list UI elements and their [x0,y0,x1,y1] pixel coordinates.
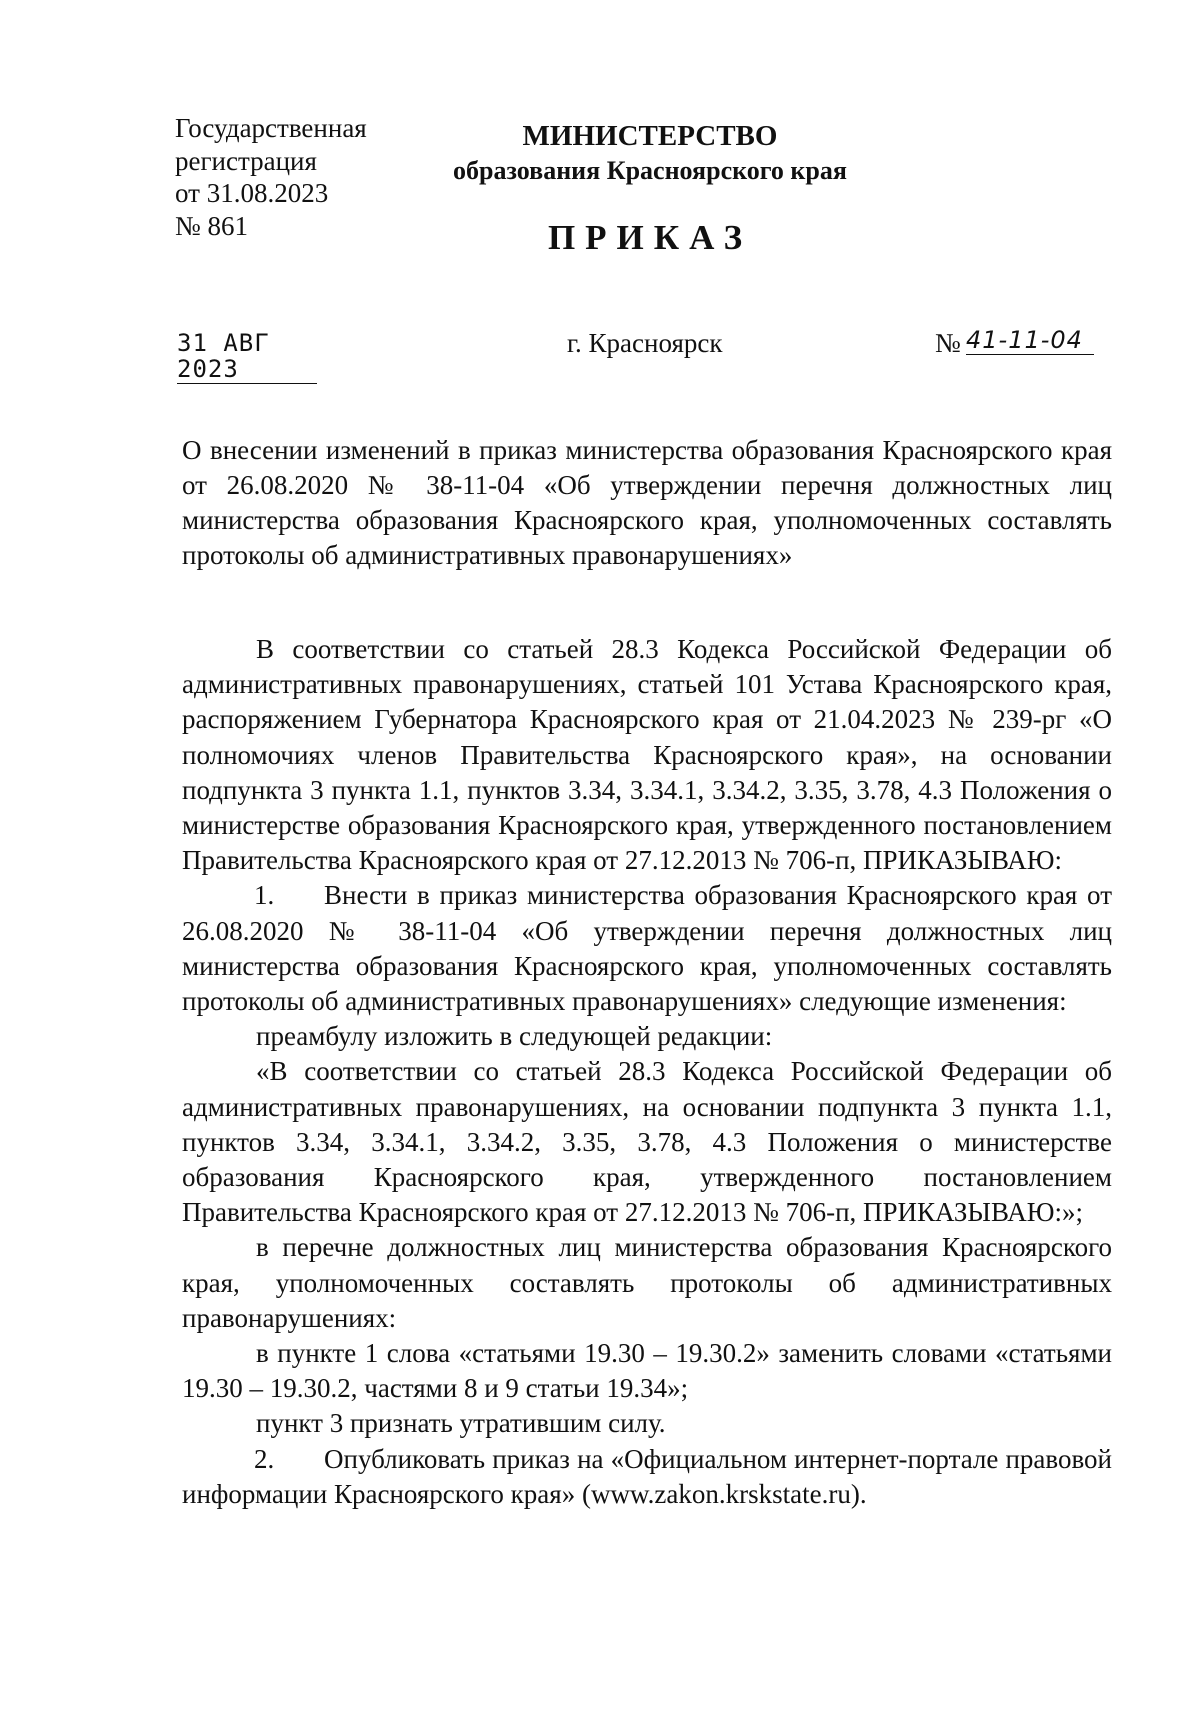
ministry-subtitle: образования Красноярского края [453,156,847,185]
paragraph-list-changes: в перечне должностных лиц министерства образования Красноярского края, уполномоченных составлять протоколы об административных правонарушениях: [182,1232,1112,1333]
registration-number: № 861 [175,210,249,241]
item-2 [182,1442,1112,1512]
document-type: ПРИКАЗ [547,218,753,257]
registration-line-2: регистрация [175,145,317,176]
registration-line-1: Государственная [175,113,367,143]
item-2-number: 2. [254,1443,275,1474]
ministry-title: МИНИСТЕРСТВО [522,120,778,152]
preamble-paragraph: В соответствии со статьей 28.3 Кодекса Российской Федерации об административных правонарушениях, статьей 101 Устава Красноярского края, распоряжением Губернатора Красноярского края от 21.04.2023 № 239-рг «О полномочиях членов Правительства Красноярского края», на основании подпункта 3 пункта 1.1, пунктов 3.34, 3.34.1, 3.34.2, 3.35, 3.78, 4.3 Положения о министерстве образования Красноярского края, утвержденного постановлением Правительства Красноярского края от 27.12.2013 № 706-п, ПРИКАЗЫВАЮ: [182,634,1112,876]
order-city: г. Красноярск [567,328,723,358]
item-1-text: Внести в приказ министерства образования Красноярского края от 26.08.2020 № 38-11-04 «Об утверждении перечня должностных лиц министерства образования Красноярского края, уполномоченных составлять протоколы об административных правонарушениях» следующие изменения: [182,880,1112,1017]
paragraph-point-1-change: в пункте 1 слова «статьями 19.30 – 19.30.2» заменить словами «статьями 19.30 – 19.30.2, частями 8 и 9 статьи 19.34»; [182,1338,1112,1404]
order-subject: О внесении изменений в приказ министерства образования Красноярского края от 26.08.2020 № 38-11-04 «Об утверждении перечня должностных лиц министерства образования Красноярского края, уполномоченных составлять протоколы об административных правонарушениях» [182,435,1112,570]
order-date: 31 АВГ 2023 [177,330,317,384]
order-body [182,632,1112,1512]
registration-stamp [175,112,367,242]
order-number: 41-11-04 [966,326,1094,355]
item-1-number: 1. [254,880,275,911]
ministry-header [420,118,880,188]
item-1 [182,878,1112,1019]
paragraph-preamble-change: преамбулу изложить в следующей редакции: [256,1021,773,1052]
paragraph-new-preamble: «В соответствии со статьей 28.3 Кодекса Российской Федерации об административных правонарушениях, на основании подпункта 3 пункта 1.1, пунктов 3.34, 3.34.1, 3.34.2, 3.35, 3.78, 4.3 Положения о министерстве образования Красноярского края, утвержденного постановлением Правительства Красноярского края от 27.12.2013 № 706-п, ПРИКАЗЫВАЮ:»; [182,1056,1112,1228]
paragraph-point-3-repeal: пункт 3 признать утратившим силу. [256,1408,666,1439]
item-2-text: Опубликовать приказ на «Официальном интернет-портале правовой информации Красноярского края» (www.zakon.krskstate.ru). [182,1443,1112,1509]
registration-date: от 31.08.2023 [175,178,329,208]
order-number-label: № [935,328,961,358]
